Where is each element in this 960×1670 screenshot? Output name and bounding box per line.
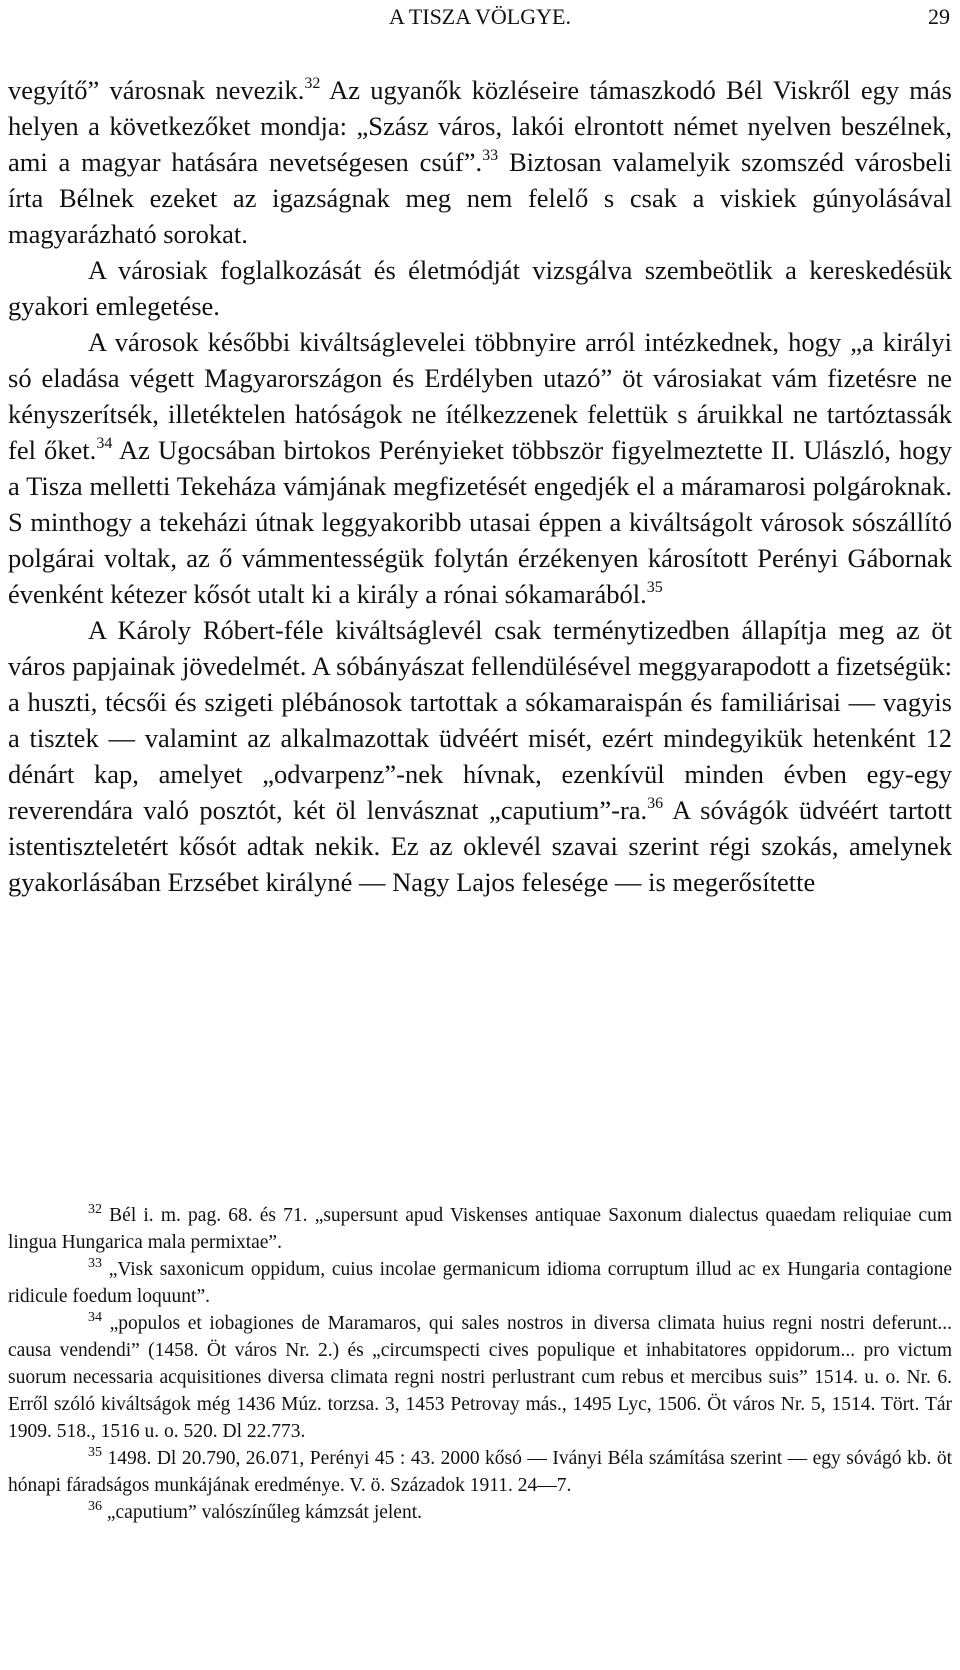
paragraph-1-text-b: Az ugyanők közléseire támaszkodó Bél Viskről egy más helyen a következőket mondja: „Szász város, lakói elrontott német nyelven beszélnek, ami a magyar hatására nevetségesen csúf”. [8,75,952,177]
footnotes [8,1202,952,1526]
footnote-35 [8,1445,952,1499]
footnote-ref-34: 34 [96,435,113,452]
paragraph-1 [8,72,952,252]
footnote-text: 1498. Dl 20.790, 26.071, Perényi 45 : 43. 2000 kősó — Iványi Béla számítása szerint — egy sóvágó kb. öt hónapi fáradságos munkájának eredménye. V. ö. Századok 1911. 24—7. [8,1448,952,1496]
footnote-ref-35: 35 [646,579,663,596]
footnote-number: 33 [88,1256,102,1271]
body-text [8,72,952,900]
footnote-34 [8,1310,952,1445]
footnote-ref-36: 36 [647,795,664,812]
paragraph-1-text-a: vegyítő” városnak nevezik. [8,75,305,105]
paragraph-1-text-c: Biztosan valamelyik szomszéd városbeli írta Bélnek ezeket az igazságnak meg nem felelő s csak a viskiek gúnyolásával magyarázható sorokat. [8,147,953,249]
paragraph-4-text-b: A sóvágók üdvéért tartott istentiszteletért kősót adtak nekik. Ez az oklevél szavai szerint régi szokás, amelynek gyakorlásában Erzsébet királyné — Nagy Lajos felesége — is megerősítette [8,795,952,897]
footnote-text: „Visk saxonicum oppidum, cuius incolae germanicum idioma corruptum illud ac ex Hungaria contagione ridicule foedum loquunt”. [8,1259,952,1307]
page-number: 29 [928,4,950,29]
footnote-number: 35 [88,1445,102,1460]
footnote-ref-33: 33 [482,147,499,164]
footnote-36 [8,1499,952,1526]
footnote-text: „populos et iobagiones de Maramaros, qui sales nostros in diversa climata huius regni nostri deferunt... causa vendendi” (1458. Öt város Nr. 2.) és „circumspecti cives populique et inhabitatores oppidorum... pro victum suorum necessaria acquisitiones diversa climata regni nostri perlustrant cum rebus et mercibus suis” 1514. u. o. Nr. 6. Erről szóló kiváltságok még 1436 Múz. torzsa. 3, 1453 Petrovay más., 1495 Lyc, 1506. Öt város Nr. 5, 1514. Tört. Tár 1909. 518., 1516 u. o. 520. Dl 22.773. [8,1313,952,1442]
footnote-number: 36 [88,1499,102,1514]
footnote-number: 34 [88,1310,102,1325]
paragraph-4 [8,612,952,900]
paragraph-3-text-b: Az Ugocsában birtokos Perényieket többször figyelmeztette II. Ulászló, hogy a Tisza melletti Tekeháza vámjának megfizetését engedjék el a máramarosi polgároknak. S minthogy a tekeházi útnak leggyakoribb utasai éppen a kiváltságolt városok sószállító polgárai voltak, az ő vámmentességük folytán érzékenyen károsított Perényi Gábornak évenként kétezer kősót utalt ki a király a rónai sókamarából. [8,435,953,609]
running-title: A TISZA VÖLGYE. [389,4,571,29]
footnote-ref-32: 32 [304,75,321,92]
footnote-32 [8,1202,952,1256]
paragraph-2: A városiak foglalkozását és életmódját vizsgálva szembeötlik a kereskedésük gyakori emlegetése. [8,255,952,321]
paragraph-4-text-a: A Károly Róbert-féle kiváltságlevél csak terménytizedben állapítja meg az öt város papjainak jövedelmét. A sóbányászat fellendülésével meggyarapodott a fizetségük: a huszti, técsői és szigeti plébánosok tartottak a sókamaraispán és familiárisai — vagyis a tisztek — valamint az alkalmazottak üdvéért misét, ezért mindegyikük hetenként 12 dénárt kap, amelyet „odvarpenz”-nek hívnak, ezenkívül minden évben egy-egy reverendára való posztót, két öl lenvásznat „caputium”-ra. [8,615,952,825]
paragraph-3-text-a: A városok későbbi kiváltságlevelei többnyire arról intézkednek, hogy „a királyi só eladása végett Magyarországon és Erdélyben utazó” öt városiakat vám fizetésre ne kényszerítsék, illetéktelen hatóságok ne ítélkezzenek felettük s áruikkal ne tartóztassák fel őket. [8,327,952,465]
footnote-33 [8,1256,952,1310]
footnote-text: Bél i. m. pag. 68. és 71. „supersunt apud Viskenses antiquae Saxonum dialectus quaedam reliquiae cum lingua Hungarica mala permixtae”. [8,1205,952,1253]
footnote-number: 32 [88,1202,102,1217]
paragraph-3 [8,324,952,612]
footnote-text: „caputium” valószínűleg kámzsát jelent. [102,1502,423,1523]
